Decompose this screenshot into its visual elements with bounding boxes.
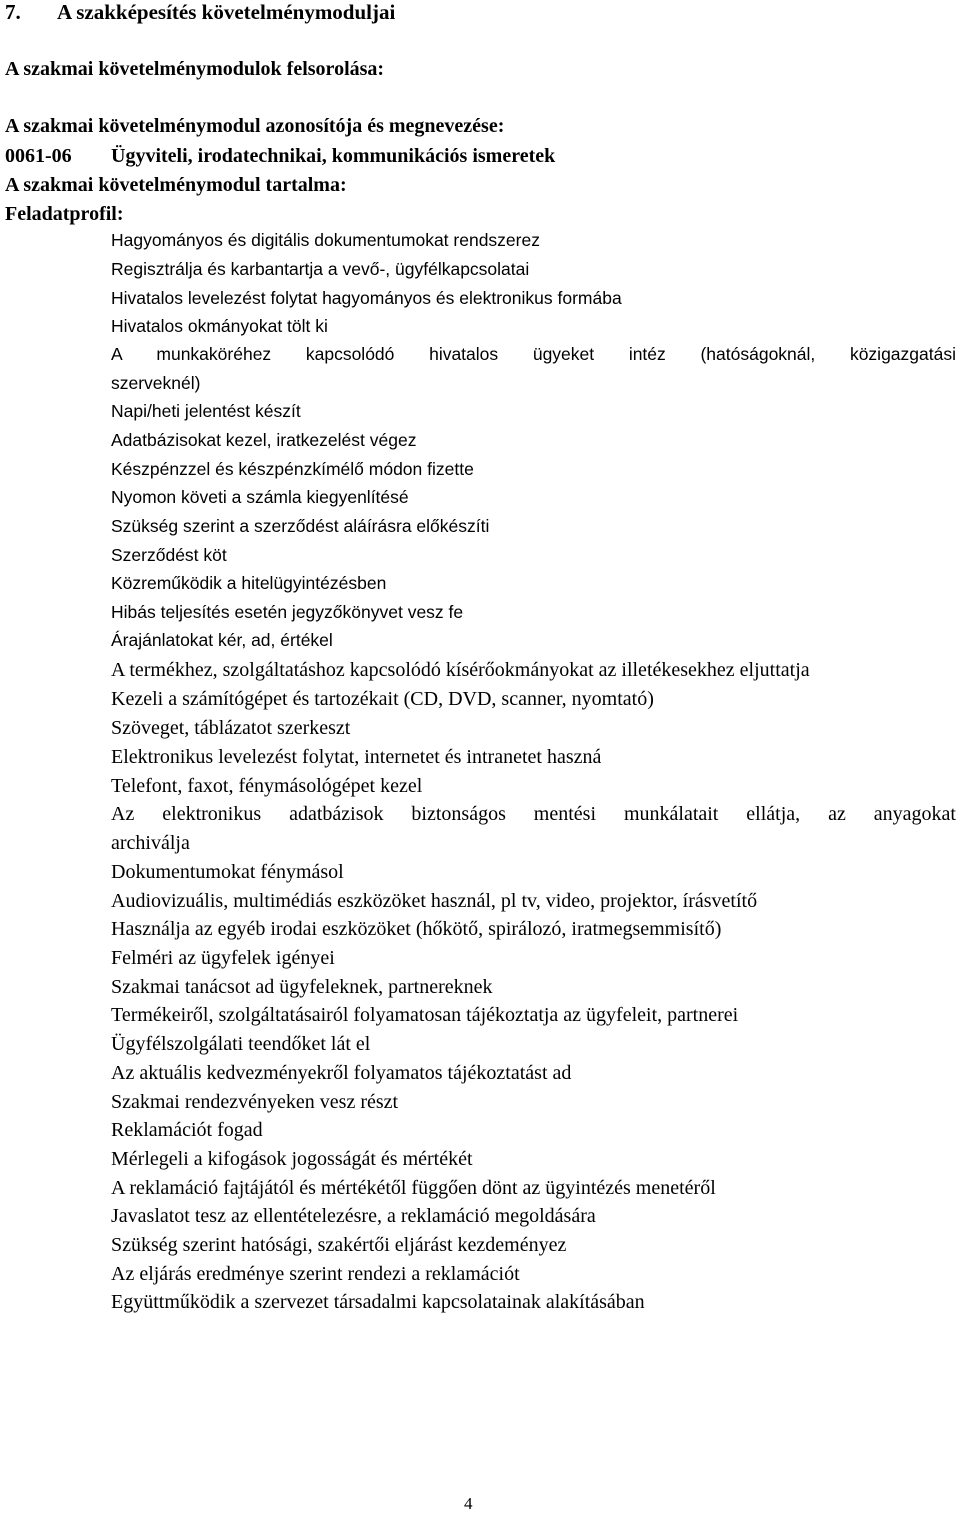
list-item: Kezeli a számítógépet és tartozékait (CD, DVD, scanner, nyomtató) [111, 688, 654, 710]
list-item: Az eljárás eredménye szerint rendezi a reklamációt [111, 1263, 520, 1285]
list-item: Ügyfélszolgálati teendőket lát el [111, 1033, 371, 1055]
list-item: Mérlegeli a kifogások jogosságát és mértékét [111, 1148, 473, 1170]
list-item: A termékhez, szolgáltatáshoz kapcsolódó kísérőokmányokat az illetékesekhez eljuttatja [111, 659, 810, 681]
list-item: Dokumentumokat fénymásol [111, 861, 344, 883]
list-item: Szerződést köt [111, 545, 227, 565]
list-item: Szakmai tanácsot ad ügyfeleknek, partnereknek [111, 976, 493, 998]
list-item: Árajánlatokat kér, ad, értékel [111, 630, 333, 650]
list-item: Hivatalos levelezést folytat hagyományos és elektronikus formába [111, 288, 622, 308]
chapter-title: A szakképesítés követelménymoduljai [57, 0, 396, 24]
list-item: Szakmai rendezvényeken vesz részt [111, 1091, 399, 1113]
list-item: Együttműködik a szervezet társadalmi kapcsolatainak alakításában [111, 1291, 645, 1313]
list-item: Szöveget, táblázatot szerkeszt [111, 717, 351, 739]
list-item: Hibás teljesítés esetén jegyzőkönyvet vesz fe [111, 602, 464, 622]
list-item: Az aktuális kedvezményekről folyamatos tájékoztatást ad [111, 1062, 572, 1084]
modules-list-heading: A szakmai követelménymodulok felsorolása: [5, 58, 385, 80]
list-item: Napi/heti jelentést készít [111, 401, 301, 421]
list-item: Regisztrálja és karbantartja a vevő-, ügyfélkapcsolatai [111, 259, 530, 279]
list-item: Az elektronikus adatbázisok biztonságos mentési munkálatait ellátja, az anyagokat [111, 803, 956, 825]
module-name: Ügyviteli, irodatechnikai, kommunikációs ismeretek [111, 145, 556, 167]
list-item: Hivatalos okmányokat tölt ki [111, 316, 328, 336]
list-item: A reklamáció fajtájától és mértékétől függően dönt az ügyintézés menetéről [111, 1177, 716, 1199]
list-item: szerveknél) [111, 373, 201, 393]
list-item: Használja az egyéb irodai eszközöket (hőkötő, spirálozó, iratmegsemmisítő) [111, 918, 722, 940]
list-item: Felméri az ügyfelek igényei [111, 947, 335, 969]
list-item: Szükség szerint hatósági, szakértői eljárást kezdeményez [111, 1234, 567, 1256]
list-item: Reklamációt fogad [111, 1119, 263, 1141]
task-profile-heading: Feladatprofil: [5, 203, 124, 225]
module-id-heading: A szakmai követelménymodul azonosítója és megnevezése: [5, 115, 505, 137]
chapter-number: 7. [5, 0, 21, 24]
list-item: Javaslatot tesz az ellentételezésre, a reklamáció megoldására [111, 1205, 596, 1227]
list-item: Adatbázisokat kezel, iratkezelést végez [111, 430, 417, 450]
page-number: 4 [464, 1494, 473, 1513]
list-item: Nyomon követi a számla kiegyenlítésé [111, 487, 409, 507]
list-item: Audiovizuális, multimédiás eszközöket használ, pl tv, video, projektor, írásvetítő [111, 890, 758, 912]
list-item: Elektronikus levelezést folytat, internetet és intranetet haszná [111, 746, 602, 768]
list-item: Szükség szerint a szerződést aláírásra előkészíti [111, 516, 490, 536]
list-item: Közreműködik a hitelügyintézésben [111, 573, 387, 593]
module-code: 0061-06 [5, 145, 72, 167]
list-item: A munkaköréhez kapcsolódó hivatalos ügyeket intéz (hatóságoknál, közigazgatási [111, 344, 956, 364]
list-item: archiválja [111, 832, 190, 854]
module-content-heading: A szakmai követelménymodul tartalma: [5, 174, 347, 196]
list-item: Készpénzzel és készpénzkímélő módon fizette [111, 459, 474, 479]
list-item: Hagyományos és digitális dokumentumokat rendszerez [111, 230, 540, 250]
list-item: Termékeiről, szolgáltatásairól folyamatosan tájékoztatja az ügyfeleit, partnerei [111, 1004, 739, 1026]
list-item: Telefont, faxot, fénymásológépet kezel [111, 775, 423, 797]
